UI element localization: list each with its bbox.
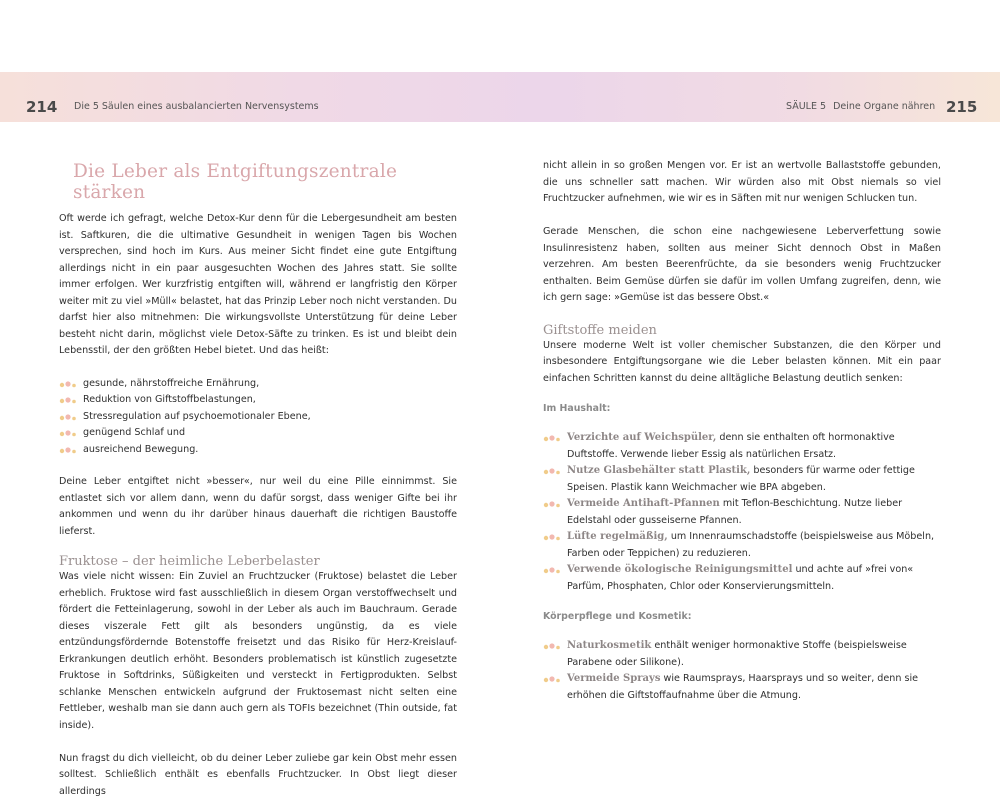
bullet-ornament-icon	[543, 567, 563, 575]
fructose-paragraph: Was viele nicht wissen: Ein Zuviel an Fruchtzucker (Fruktose) belastet die Leber erheblich. Fruktose wird fast ausschließlich in diesem Organ verstoffwechselt und fördert die Fetteinlagerung, sowohl in der Leber als auch im Bauchraum. Gerade dieses viszerale Fett gilt als besonders ungünstig, da es viele entzündungsfördernde Botenstoffe freisetzt und das Risiko für Herz-Kreislauf-Erkrankungen deutlich erhöht. Besonders problematisch ist künstlich zugesetzte Fruktose in Softdrinks, Süßigkeiten und versteckt in Fertigprodukten. Selbst schlanke Menschen entwickeln aufgrund der Fruktosemast nicht selten eine Fettleber, weshalb man sie dann auch gern als TOFIs bezeichnet (Thin outside, fat inside).	[59, 571, 457, 731]
right-column	[543, 158, 941, 704]
bullet-ornament-icon	[59, 430, 79, 438]
fatty-liver-paragraph: Gerade Menschen, die schon eine nachgewiesene Leberverfettung sowie Insulinresistenz haben, sollten aus meiner Sicht dennoch Obst in Maßen verzehren. Am besten Beerenfrüchte, da sie besonders wenig Fruchtzucker enthalten. Beim Gemüse dürfen sie dafür im vollen Umfang zugreifen, denn, wie ich gern sage: »Gemüse ist das bessere Obst.«	[543, 226, 941, 303]
fruit-question-paragraph: Nun fragst du dich vielleicht, ob du deiner Leber zuliebe gar kein Obst mehr essen solltest. Schließlich enthält es ebenfalls Fruchtzucker. In Obst liegt dieser allerdings	[59, 752, 457, 797]
list-item: Nutze Glasbehälter statt Plastik, besonders für warme oder fettige Speisen. Plastik kann Weichmacher wie BPA abgeben.	[543, 463, 941, 496]
cosmetics-list	[543, 638, 941, 704]
fructose-heading: Fruktose – der heimliche Leberbelaster	[59, 554, 320, 569]
bullet-ornament-icon	[543, 501, 563, 509]
list-item: Verzichte auf Weichspüler, denn sie enthalten oft hormonaktive Duftstoffe. Verwende lieber Essig als natürlichen Ersatz.	[543, 430, 941, 463]
right-running-title: Deine Organe nähren	[833, 101, 936, 112]
left-column	[59, 158, 457, 800]
lifestyle-list	[59, 376, 457, 459]
list-item: Naturkosmetik enthält weniger hormonaktive Stoffe (beispielsweise Parabene oder Silikone).	[543, 638, 941, 671]
bullet-ornament-icon	[59, 397, 79, 405]
bullet-ornament-icon	[543, 468, 563, 476]
intro-paragraph: Oft werde ich gefragt, welche Detox-Kur denn für die Lebergesundheit am besten ist. Saftkuren, die die ultimative Gesundheit in wenigen Tagen bis Wochen versprechen, sind hoch im Kurs. Aus meiner Sicht findet eine gute Entgiftung allerdings nicht in ein paar ausgesuchten Wochen des Jahres statt. Sie sollte immer erfolgen. Wer kurzfristig entgiften will, während er langfristig den Körper weiter mit zu viel »Müll« belastet, hat das Prinzip Leber noch nicht verstanden. Du darfst hier also mitnehmen: Die wirkungsvollste Unterstützung für deine Leber besteht nicht darin, möglichst viele Detox-Säfte zu trinken. Es ist und bleibt dein Lebensstil, der den größten Hebel bietet. Und das heißt:	[59, 213, 457, 356]
toxins-paragraph: Unsere moderne Welt ist voller chemischer Substanzen, die den Körper und insbesondere Entgiftungsorgane wie die Leber belasten können. Mit ein paar einfachen Schritten kannst du deine alltägliche Belastung deutlich senken:	[543, 339, 941, 384]
list-item: Stressregulation auf psychoemotionaler Ebene,	[59, 409, 457, 426]
list-item: Lüfte regelmäßig, um Innenraumschadstoffe (beispielsweise aus Möbeln, Farben oder Teppichen) zu reduzieren.	[543, 529, 941, 562]
list-item: genügend Schlaf und	[59, 425, 457, 442]
left-page-number: 214	[26, 98, 58, 116]
bullet-ornament-icon	[543, 534, 563, 542]
page-title: Die Leber als Entgiftungszentrale stärken	[73, 161, 398, 203]
list-item: Vermeide Antihaft-Pfannen mit Teflon-Beschichtung. Nutze lieber Edelstahl oder gusseiserne Pfannen.	[543, 496, 941, 529]
bullet-ornament-icon	[59, 447, 79, 455]
bullet-ornament-icon	[59, 414, 79, 422]
cosmetics-label: Körperpflege und Kosmetik:	[543, 611, 692, 622]
bullet-ornament-icon	[59, 381, 79, 389]
list-item: Verwende ökologische Reinigungsmittel und achte auf »frei von« Parfüm, Phosphaten, Chlor oder Konservierungsmitteln.	[543, 562, 941, 595]
list-item: gesunde, nährstoffreiche Ernährung,	[59, 376, 457, 393]
list-item: Reduktion von Giftstoffbelastungen,	[59, 392, 457, 409]
list-item: ausreichend Bewegung.	[59, 442, 457, 459]
household-list	[543, 430, 941, 595]
bullet-ornament-icon	[543, 643, 563, 651]
continued-paragraph: nicht allein in so großen Mengen vor. Er ist an wertvolle Ballaststoffe gebunden, die uns schneller satt machen. Wir würden also mit Obst niemals so viel Fruchtzucker aufnehmen, wie wir es in Säften mit nur wenigen Schlucken tun.	[543, 160, 941, 204]
household-label: Im Haushalt:	[543, 403, 611, 414]
left-running-title: Die 5 Säulen eines ausbalancierten Nervensystems	[74, 101, 319, 112]
header-band	[0, 72, 1000, 122]
after-list-paragraph: Deine Leber entgiftet nicht »besser«, nur weil du eine Pille einnimmst. Sie entlastet sich vor allem dann, wenn du dafür sorgst, dass weniger Gifte bei ihr ankommen und wenn du ihr darüber hinaus dauerhaft die richtigen Baustoffe lieferst.	[59, 476, 457, 537]
right-running-header	[786, 101, 935, 112]
right-running-section: SÄULE 5	[786, 101, 827, 112]
toxins-heading: Giftstoffe meiden	[543, 322, 657, 338]
list-item: Vermeide Sprays wie Raumsprays, Haarsprays und so weiter, denn sie erhöhen die Giftstoffaufnahme über die Atmung.	[543, 671, 941, 704]
bullet-ornament-icon	[543, 435, 563, 443]
right-page-number: 215	[946, 98, 978, 116]
bullet-ornament-icon	[543, 676, 563, 684]
